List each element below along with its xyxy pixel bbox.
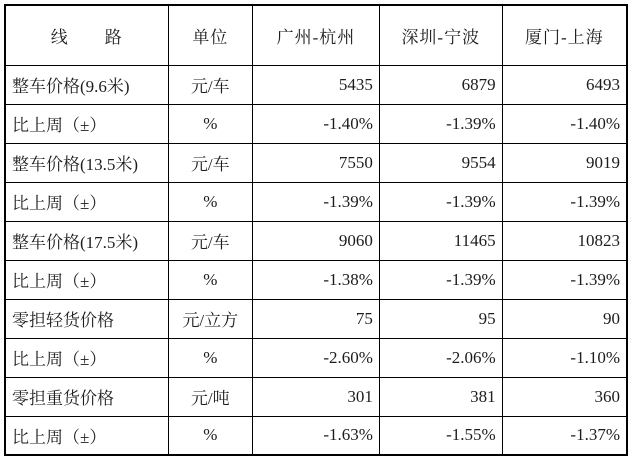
row-label-cell: 比上周（±） xyxy=(5,182,168,221)
row-label-cell: 比上周（±） xyxy=(5,338,168,377)
table-row xyxy=(5,221,627,260)
unit-cell: % xyxy=(168,260,253,299)
table-row xyxy=(5,338,627,377)
row-label-cell: 整车价格(17.5米) xyxy=(5,221,168,260)
value-cell: -1.40% xyxy=(253,104,380,143)
value-cell: -1.39% xyxy=(502,260,627,299)
unit-cell: 元/吨 xyxy=(168,377,253,416)
value-cell: 7550 xyxy=(253,143,380,182)
table-header-row xyxy=(5,5,627,65)
table-row xyxy=(5,260,627,299)
row-label-cell: 比上周（±） xyxy=(5,260,168,299)
unit-cell: % xyxy=(168,416,253,455)
value-cell: 11465 xyxy=(379,221,502,260)
value-cell: -1.39% xyxy=(379,260,502,299)
row-label-cell: 零担轻货价格 xyxy=(5,299,168,338)
unit-cell: 元/立方 xyxy=(168,299,253,338)
unit-cell: % xyxy=(168,104,253,143)
value-cell: 9554 xyxy=(379,143,502,182)
table-row xyxy=(5,65,627,104)
unit-cell: 元/车 xyxy=(168,143,253,182)
row-label-cell: 比上周（±） xyxy=(5,104,168,143)
value-cell: -1.40% xyxy=(502,104,627,143)
value-cell: 301 xyxy=(253,377,380,416)
table-row xyxy=(5,299,627,338)
value-cell: -1.39% xyxy=(379,182,502,221)
header-unit: 单位 xyxy=(168,5,253,65)
value-cell: 5435 xyxy=(253,65,380,104)
value-cell: 10823 xyxy=(502,221,627,260)
unit-cell: % xyxy=(168,338,253,377)
freight-price-table xyxy=(4,4,628,456)
value-cell: -1.38% xyxy=(253,260,380,299)
header-lane-guangzhou-hangzhou: 广州-杭州 xyxy=(253,5,380,65)
table-row xyxy=(5,143,627,182)
value-cell: -1.39% xyxy=(502,182,627,221)
value-cell: 95 xyxy=(379,299,502,338)
header-route: 线 路 xyxy=(5,5,168,65)
table-row xyxy=(5,104,627,143)
value-cell: 9019 xyxy=(502,143,627,182)
header-lane-shenzhen-ningbo: 深圳-宁波 xyxy=(379,5,502,65)
header-lane-xiamen-shanghai: 厦门-上海 xyxy=(502,5,627,65)
value-cell: -2.06% xyxy=(379,338,502,377)
value-cell: 6493 xyxy=(502,65,627,104)
value-cell: -1.10% xyxy=(502,338,627,377)
unit-cell: 元/车 xyxy=(168,65,253,104)
value-cell: -1.63% xyxy=(253,416,380,455)
row-label-cell: 比上周（±） xyxy=(5,416,168,455)
value-cell: -1.37% xyxy=(502,416,627,455)
row-label-cell: 零担重货价格 xyxy=(5,377,168,416)
table-row xyxy=(5,182,627,221)
value-cell: 9060 xyxy=(253,221,380,260)
row-label-cell: 整车价格(13.5米) xyxy=(5,143,168,182)
unit-cell: 元/车 xyxy=(168,221,253,260)
value-cell: 360 xyxy=(502,377,627,416)
value-cell: -1.39% xyxy=(379,104,502,143)
table-row xyxy=(5,377,627,416)
value-cell: -1.55% xyxy=(379,416,502,455)
table-row xyxy=(5,416,627,455)
value-cell: 6879 xyxy=(379,65,502,104)
value-cell: -2.60% xyxy=(253,338,380,377)
value-cell: 90 xyxy=(502,299,627,338)
value-cell: -1.39% xyxy=(253,182,380,221)
value-cell: 75 xyxy=(253,299,380,338)
value-cell: 381 xyxy=(379,377,502,416)
row-label-cell: 整车价格(9.6米) xyxy=(5,65,168,104)
unit-cell: % xyxy=(168,182,253,221)
